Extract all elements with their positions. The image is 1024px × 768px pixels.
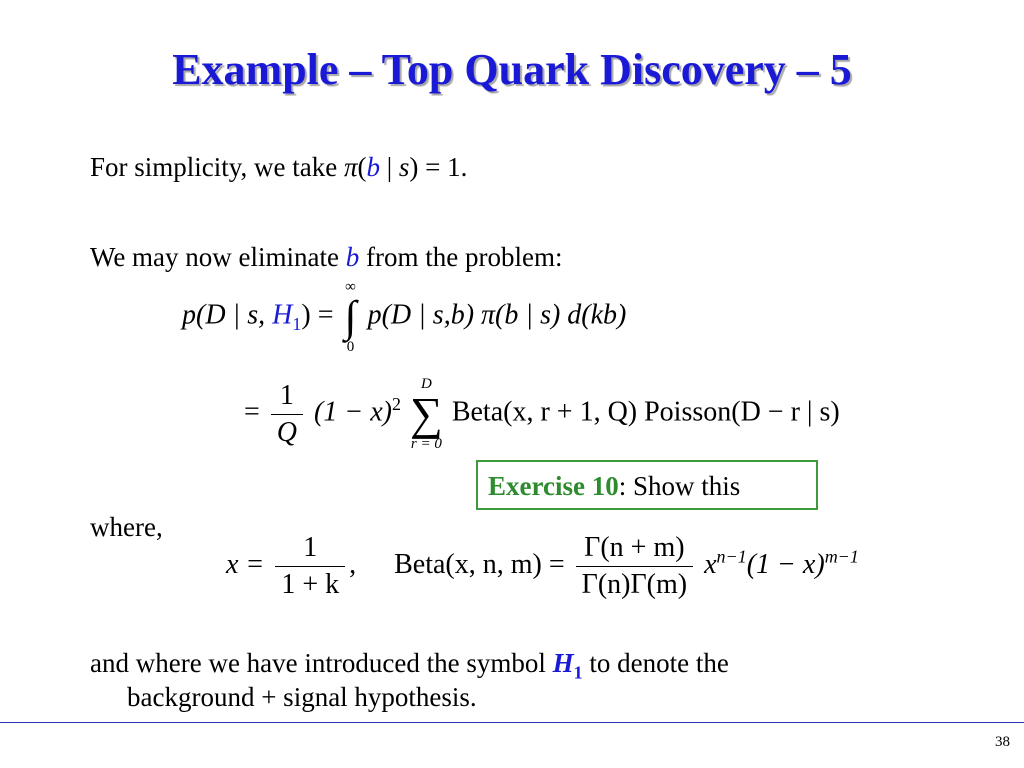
simplicity-statement: For simplicity, we take π(b | s) = 1. — [90, 152, 468, 182]
where-label: where, — [90, 512, 163, 542]
summation-sign: D ∑ r = 0 — [410, 376, 443, 452]
footer-rule — [0, 722, 1024, 723]
exercise-box: Exercise 10: Show this — [476, 460, 818, 510]
closing-line-1: and where we have introduced the symbol $H_1$ to denote the — [90, 648, 729, 683]
fraction-one-over-q: $\frac{1}{Q}$ — [271, 380, 303, 449]
equation-integral: p(D | s, $H_1$) = ∞ ∫ 0 p(D | s,b) π(b | s) d(kb) — [182, 279, 627, 355]
fraction-gamma: $\frac{\Gamma(n + m)}{\Gamma(n)\Gamma(m)}$ — [576, 532, 693, 601]
fraction-one-over-one-plus-k: $\frac{1}{1 + k}$ — [275, 532, 345, 601]
integral-sign: ∞ ∫ 0 — [344, 279, 357, 355]
equation-sum: = $\frac{1}{Q}$ $(1 - x)^2$ D ∑ r = 0 Beta(x, r + 1, Q) Poisson(D − r | s) — [244, 376, 840, 452]
eliminate-statement: We may now eliminate b from the problem: — [90, 242, 563, 272]
closing-line-2: background + signal hypothesis. — [127, 682, 477, 712]
page-number: 38 — [995, 734, 1010, 750]
equation-definitions: x = $\frac{1}{1 + k}$ , Beta(x, n, m) = $\frac{\Gamma(n + m)}{\Gamma(n)\Gamma(m)}$ $x^{n-1}(1 - x)^{m-1}$ — [226, 532, 859, 600]
slide-title: Example – Top Quark Discovery – 5 — [172, 45, 852, 94]
